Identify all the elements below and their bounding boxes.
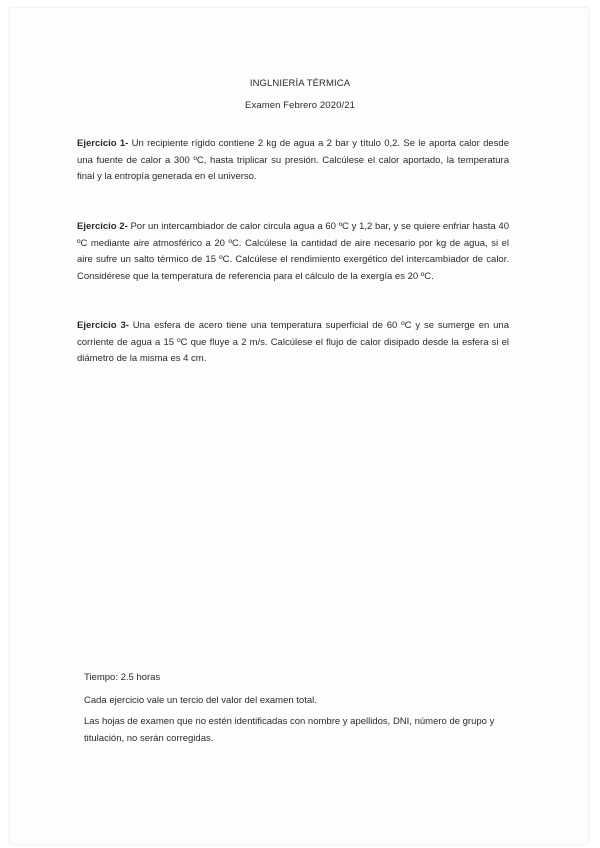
exercise-3-text: Una esfera de acero tiene una temperatura superficial de 60 ºC y se sumerge en una corriente de agua a 15 ºC que fluye a 2 m/s. Calcúlese el flujo de calor disipado desde la esfera si el diámetro de la misma es 4 cm. (77, 320, 509, 364)
exercise-weight-note: Cada ejercicio vale un tercio del valor del examen total. (84, 695, 317, 706)
exam-title: INGLNIERÍA TÉRMICA (249, 78, 351, 89)
exercise-3-label: Ejercicio 3- (77, 320, 129, 331)
exercise-1-label: Ejercicio 1- (77, 138, 129, 149)
exercise-2 (77, 219, 509, 285)
exercise-1-text: Un recipiente rígido contiene 2 kg de agua a 2 bar y título 0,2. Se le aporta calor desde una fuente de calor a 300 ºC, hasta triplicar su presión. Calcúlese el calor aportado, la temperatura final y la entropía generada en el universo. (77, 138, 509, 182)
exercise-2-label: Ejercicio 2- (77, 221, 128, 232)
exercise-2-text: Por un intercambiador de calor circula agua a 60 ºC y 1,2 bar, y se quiere enfriar hasta 40 ºC mediante aire atmosférico a 20 ºC. Calcúlese la cantidad de aire necesario por kg de agua, si el aire sufre un salto térmico de 15 ºC. Calcúlese el rendimiento exergético del intercambiador de calor. Considérese que la temperatura de referencia para el cálculo de la exergía es 20 ºC. (77, 221, 509, 282)
exercise-1 (77, 136, 509, 186)
exercise-3 (77, 318, 509, 368)
exam-duration: Tiempo: 2.5 horas (84, 672, 161, 683)
exam-subtitle: Examen Febrero 2020/21 (245, 100, 355, 111)
identification-note: Las hojas de examen que no estén identificadas con nombre y apellidos, DNI, número de grupo y titulación, no serán corregidas. (84, 716, 495, 744)
